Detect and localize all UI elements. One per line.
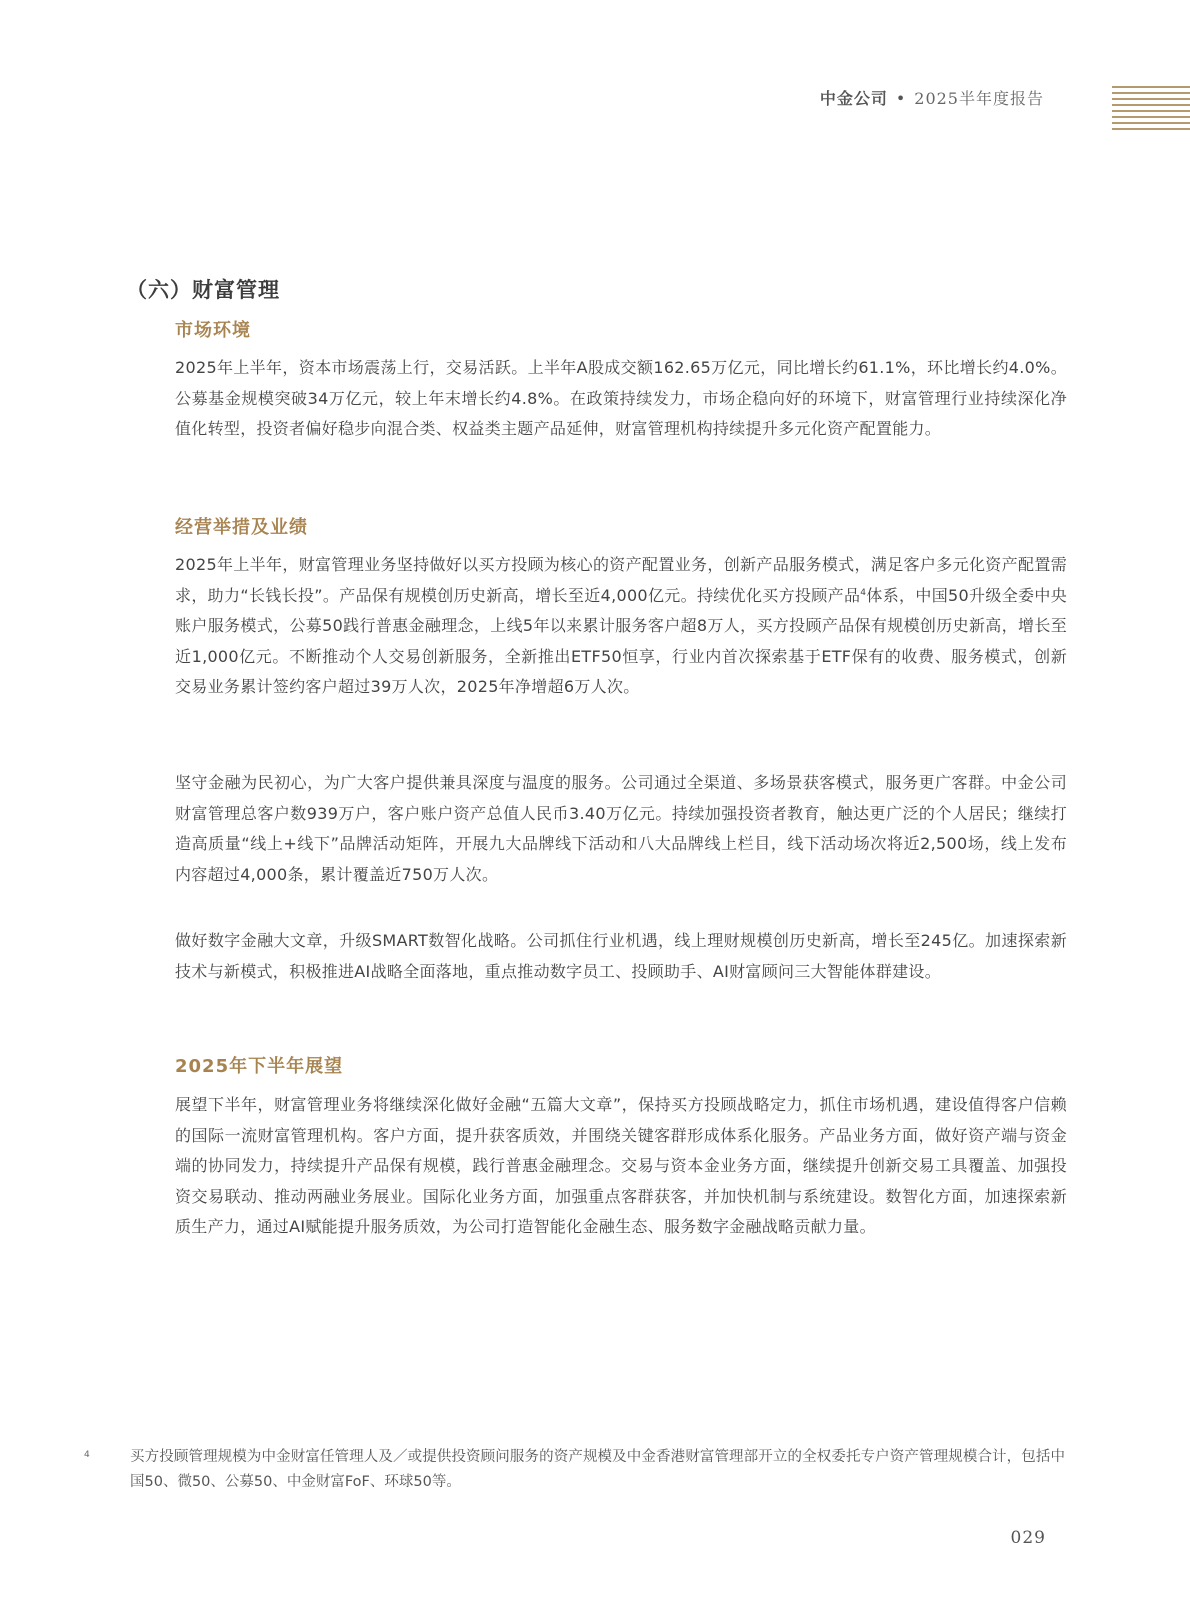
section-title: （六）财富管理 [126,278,280,302]
paragraph-outlook: 展望下半年，财富管理业务将继续深化做好金融“五篇大文章”，保持买方投顾战略定力，抓住市场机遇，建设值得客户信赖的国际一流财富管理机构。客户方面，提升获客质效，并围绕关键客群形成体系化服务。产品业务方面，做好资产端与资金端的协同发力，持续提升产品保有规模，践行普惠金融理念。交易与资本金业务方面，继续提升创新交易工具覆盖、加强投资交易联动、推动两融业务展业。国际化业务方面，加强重点客群获客，并加快机制与系统建设。数智化方面，加速探索新质生产力，通过AI赋能提升服务质效，为公司打造智能化金融生态、服务数字金融战略贡献力量。 [175,1095,1067,1236]
paragraph-operations-3: 做好数字金融大文章，升级SMART数智化战略。公司抓住行业机遇，线上理财规模创历史新高，增长至245亿。加速探索新技术与新模式，积极推进AI战略全面落地，重点推动数字员工、投顾助手、AI财富顾问三大智能体群建设。 [175,931,1067,981]
subsection-title-market: 市场环境 [175,320,251,341]
page-number: 029 [1010,1528,1046,1548]
paragraph-operations-1 [175,550,1067,703]
paragraph-operations-1-part-a: 2025年上半年，财富管理业务坚持做好以买方投顾为核心的资产配置业务，创新产品服务模式，满足客户多元化资产配置需求，助力“长钱长投”。产品保有规模创历史新高，增长至近4,000亿元。持续优化买方投顾产品 [175,555,1067,605]
subsection-title-outlook: 2025年下半年展望 [175,1056,344,1077]
header-report-title: 2025半年度报告 [914,89,1044,108]
footnote-mark: 4 [84,1450,90,1460]
decorative-lines-icon [1112,86,1190,134]
header-company: 中金公司 [819,89,888,108]
footnote-text: 买方投顾管理规模为中金财富任管理人及／或提供投资顾问服务的资产规模及中金香港财富管理部开立的全权委托专户资产管理规模合计，包括中国50、微50、公募50、中金财富FoF、环球50等。 [130,1449,1065,1490]
header-separator: • [895,89,907,108]
paragraph-operations-1-part-b: 体系，中国50升级全委中央账户服务模式，公募50践行普惠金融理念，上线5年以来累计服务客户超8万人，买方投顾产品保有规模创历史新高，增长至近1,000亿元。不断推动个人交易创新服务，全新推出ETF50恒享，行业内首次探索基于ETF保有的收费、服务模式，创新交易业务累计签约客户超过39万人次，2025年净增超6万人次。 [175,585,1067,696]
footnote-reference: 4 [860,587,867,598]
paragraph-market: 2025年上半年，资本市场震荡上行，交易活跃。上半年A股成交额162.65万亿元，同比增长约61.1%，环比增长约4.0%。公募基金规模突破34万亿元，较上年末增长约4.8%。在政策持续发力，市场企稳向好的环境下，财富管理行业持续深化净值化转型，投资者偏好稳步向混合类、权益类主题产品延伸，财富管理机构持续提升多元化资产配置能力。 [175,358,1067,438]
header-report-label [820,86,1044,109]
subsection-title-operations: 经营举措及业绩 [175,517,308,538]
paragraph-operations-2: 坚守金融为民初心，为广大客户提供兼具深度与温度的服务。公司通过全渠道、多场景获客模式，服务更广客群。中金公司财富管理总客户数939万户，客户账户资产总值人民币3.40万亿元。持续加强投资者教育，触达更广泛的个人居民；继续打造高质量“线上+线下”品牌活动矩阵，开展九大品牌线下活动和八大品牌线上栏目，线下活动场次将近2,500场，线上发布内容超过4,000条，累计覆盖近750万人次。 [175,773,1067,884]
